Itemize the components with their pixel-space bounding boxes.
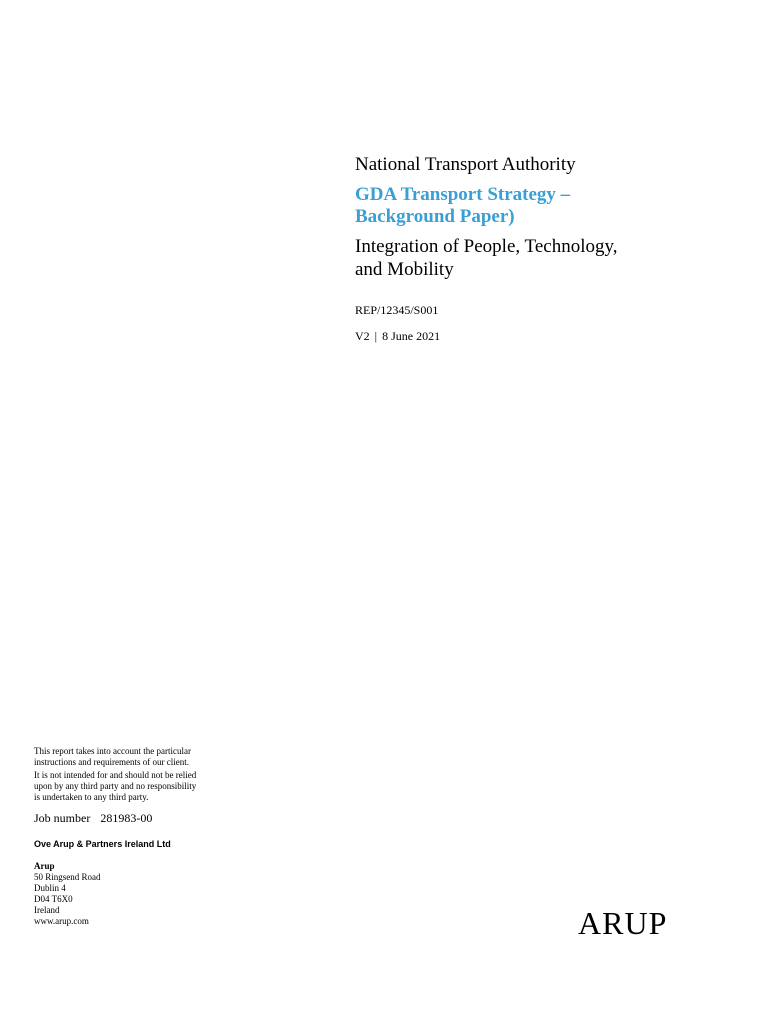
client-name: National Transport Authority: [355, 154, 576, 175]
disclaimer-p2-line-2: upon by any third party and no responsibility: [34, 781, 197, 791]
project-title: [355, 184, 735, 228]
address-line-3: D04 T6X0: [34, 894, 73, 904]
job-number: [34, 811, 254, 825]
address-brand: Arup: [34, 861, 55, 871]
issue-date: 8 June 2021: [382, 329, 441, 343]
report-subtitle-line-2: and Mobility: [355, 259, 454, 280]
version-number: V2: [355, 329, 370, 343]
disclaimer-p2-line-3: is undertaken to any third party.: [34, 792, 149, 802]
disclaimer-block: [34, 746, 254, 927]
version-date: [355, 329, 735, 343]
address-line-2: Dublin 4: [34, 883, 66, 893]
disclaimer-paragraph-2: [34, 770, 254, 803]
disclaimer-p2-line-1: It is not intended for and should not be relied: [34, 770, 197, 780]
report-reference: REP/12345/S001: [355, 303, 439, 317]
office-address: [34, 861, 254, 927]
report-subtitle: [355, 235, 735, 281]
address-line-4: Ireland: [34, 905, 60, 915]
disclaimer-p1-line-2: instructions and requirements of our client.: [34, 757, 189, 767]
cover-title-block: [355, 153, 735, 343]
project-title-line-2: Background Paper): [355, 206, 515, 227]
job-number-label: Job number: [34, 811, 91, 825]
arup-logo: ARUP: [578, 905, 668, 941]
project-title-line-1: GDA Transport Strategy –: [355, 184, 571, 205]
disclaimer-p1-line-1: This report takes into account the particular: [34, 746, 191, 756]
report-subtitle-line-1: Integration of People, Technology,: [355, 236, 618, 257]
website-link[interactable]: www.arup.com: [34, 916, 89, 926]
firm-name: Ove Arup & Partners Ireland Ltd: [34, 839, 171, 849]
disclaimer-paragraph-1: [34, 746, 254, 768]
job-number-value: 281983-00: [100, 811, 153, 825]
address-line-1: 50 Ringsend Road: [34, 872, 101, 882]
version-separator: |: [374, 329, 378, 343]
